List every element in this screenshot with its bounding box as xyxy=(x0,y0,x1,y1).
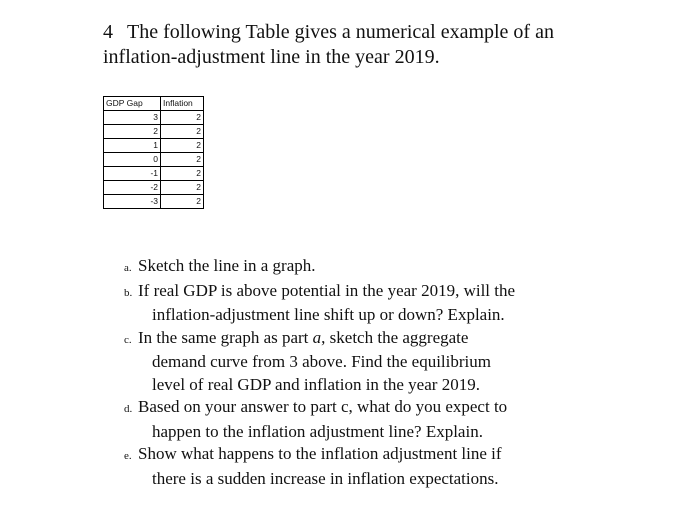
sub-question-marker: a. xyxy=(124,262,132,274)
sub-question-text: demand curve from 3 above. Find the equilibrium xyxy=(152,352,491,371)
sub-question-text: level of real GDP and inflation in the year 2019. xyxy=(152,374,480,394)
sub-question-text: Sketch the line in a graph. xyxy=(138,256,316,275)
header-inflation: Inflation xyxy=(161,97,204,111)
table-row xyxy=(104,125,204,139)
sub-question-text: , sketch the aggregate xyxy=(321,327,469,347)
cell-gdp-gap: 3 xyxy=(104,111,161,125)
sub-question-list xyxy=(108,255,608,490)
sub-question-text: inflation-adjustment line shift up or down? Explain. xyxy=(152,305,505,324)
cell-gdp-gap: -3 xyxy=(104,195,161,209)
cell-gdp-gap: 2 xyxy=(104,125,161,139)
cell-gdp-gap: 0 xyxy=(104,153,161,167)
sub-question-b xyxy=(108,280,608,327)
question-text-line2: inflation-adjustment line in the year 2019. xyxy=(103,46,440,68)
sub-question-text: happen to the inflation adjustment line? Explain. xyxy=(152,421,483,441)
question-number: 4 xyxy=(103,21,113,43)
sub-question-text: Based on your answer to part c, what do you expect to xyxy=(138,397,508,416)
cell-inflation: 2 xyxy=(161,125,204,139)
sub-question-marker: e. xyxy=(124,450,132,462)
part-reference: a xyxy=(312,327,322,347)
sub-question-marker: d. xyxy=(124,403,133,415)
sub-question-marker: b. xyxy=(124,286,133,299)
cell-inflation: 2 xyxy=(161,111,204,125)
sub-question-text: In the same graph as part xyxy=(138,327,313,347)
cell-inflation: 2 xyxy=(161,139,204,153)
cell-gdp-gap: 1 xyxy=(104,139,161,153)
gdp-inflation-table xyxy=(103,96,204,209)
table-row xyxy=(104,153,204,167)
sub-question-c xyxy=(108,327,608,397)
sub-question-e xyxy=(108,443,608,490)
table-header-row xyxy=(104,97,204,111)
header-gdp-gap: GDP Gap xyxy=(104,97,161,111)
cell-inflation: 2 xyxy=(161,195,204,209)
table-row xyxy=(104,111,204,125)
data-table-container xyxy=(103,96,204,209)
question-heading xyxy=(103,20,643,70)
cell-inflation: 2 xyxy=(161,167,204,181)
sub-question-marker: c. xyxy=(124,333,132,346)
cell-inflation: 2 xyxy=(161,153,204,167)
sub-question-text: If real GDP is above potential in the year 2019, will the xyxy=(138,280,516,300)
sub-question-a xyxy=(108,255,608,280)
question-text-line1: The following Table gives a numerical example of an xyxy=(127,21,554,43)
sub-question-d xyxy=(108,396,608,443)
sub-question-text: Show what happens to the inflation adjustment line if xyxy=(138,444,502,463)
table-row xyxy=(104,195,204,209)
table-row xyxy=(104,139,204,153)
cell-gdp-gap: -2 xyxy=(104,181,161,195)
table-row xyxy=(104,181,204,195)
table-row xyxy=(104,167,204,181)
cell-inflation: 2 xyxy=(161,181,204,195)
cell-gdp-gap: -1 xyxy=(104,167,161,181)
sub-question-text: there is a sudden increase in inflation expectations. xyxy=(152,468,499,488)
